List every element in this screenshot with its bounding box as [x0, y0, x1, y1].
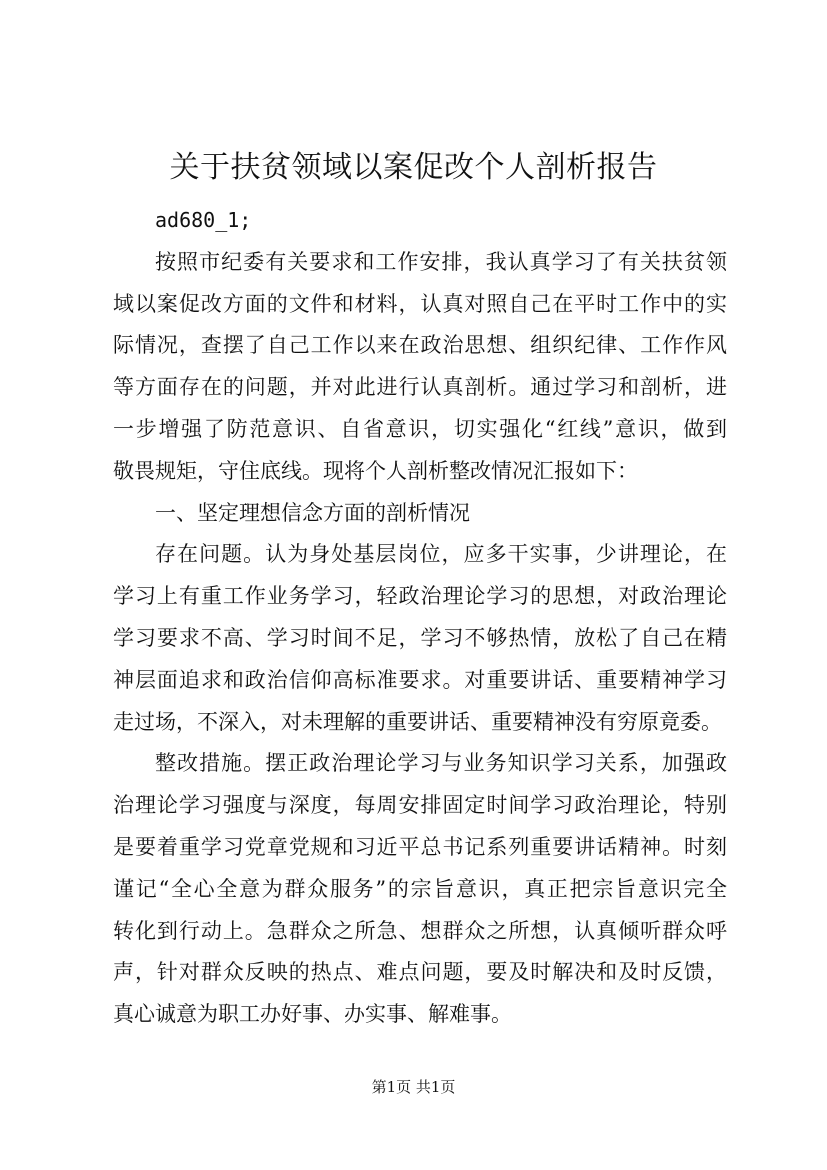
page-number-footer: 第1页 共1页 — [371, 1078, 456, 1096]
paragraph-line: 一步增强了防范意识、自省意识，切实强化“红线”意识，做到 — [113, 416, 727, 441]
paragraph-line: 学习上有重工作业务学习，轻政治理论学习的思想，对政治理论 — [113, 584, 727, 609]
paragraph-line: 存在问题。认为身处基层岗位，应多干实事，少讲理论，在 — [155, 542, 727, 567]
paragraph-line: 整改措施。摆正政治理论学习与业务知识学习关系，加强政 — [155, 751, 727, 776]
paragraph-line: 域以案促改方面的文件和材料，认真对照自己在平时工作中的实 — [113, 291, 727, 316]
paragraph-line: 是要着重学习党章党规和习近平总书记系列重要讲话精神。时刻 — [113, 834, 727, 859]
document-code-line: ad680_1; — [155, 208, 252, 232]
paragraph-line: 声，针对群众反映的热点、难点问题，要及时解决和及时反馈， — [113, 960, 727, 985]
section-heading: 一、坚定理想信念方面的剖析情况 — [155, 500, 470, 525]
paragraph-line: 学习要求不高、学习时间不足，学习不够热情，放松了自己在精 — [113, 625, 727, 650]
paragraph-line: 敬畏规矩，守住底线。现将个人剖析整改情况汇报如下： — [113, 458, 638, 483]
paragraph-line: 走过场，不深入，对未理解的重要讲话、重要精神没有穷原竟委。 — [113, 709, 722, 734]
document-title: 关于扶贫领域以案促改个人剖析报告 — [169, 150, 658, 185]
paragraph-line: 等方面存在的问题，并对此进行认真剖析。通过学习和剖析，进 — [113, 375, 727, 400]
paragraph-line: 按照市纪委有关要求和工作安排，我认真学习了有关扶贫领 — [155, 249, 727, 274]
paragraph-line: 际情况，查摆了自己工作以来在政治思想、组织纪律、工作作风 — [113, 333, 727, 358]
paragraph-line: 真心诚意为职工办好事、办实事、解难事。 — [113, 1002, 512, 1027]
paragraph-line: 转化到行动上。急群众之所急、想群众之所想，认真倾听群众呼 — [113, 918, 727, 943]
paragraph-line: 治理论学习强度与深度，每周安排固定时间学习政治理论，特别 — [113, 793, 727, 818]
paragraph-line: 神层面追求和政治信仰高标准要求。对重要讲话、重要精神学习 — [113, 667, 727, 692]
document-body — [113, 200, 727, 1036]
paragraph-line: 谨记“全心全意为群众服务”的宗旨意识，真正把宗旨意识完全 — [113, 876, 727, 901]
